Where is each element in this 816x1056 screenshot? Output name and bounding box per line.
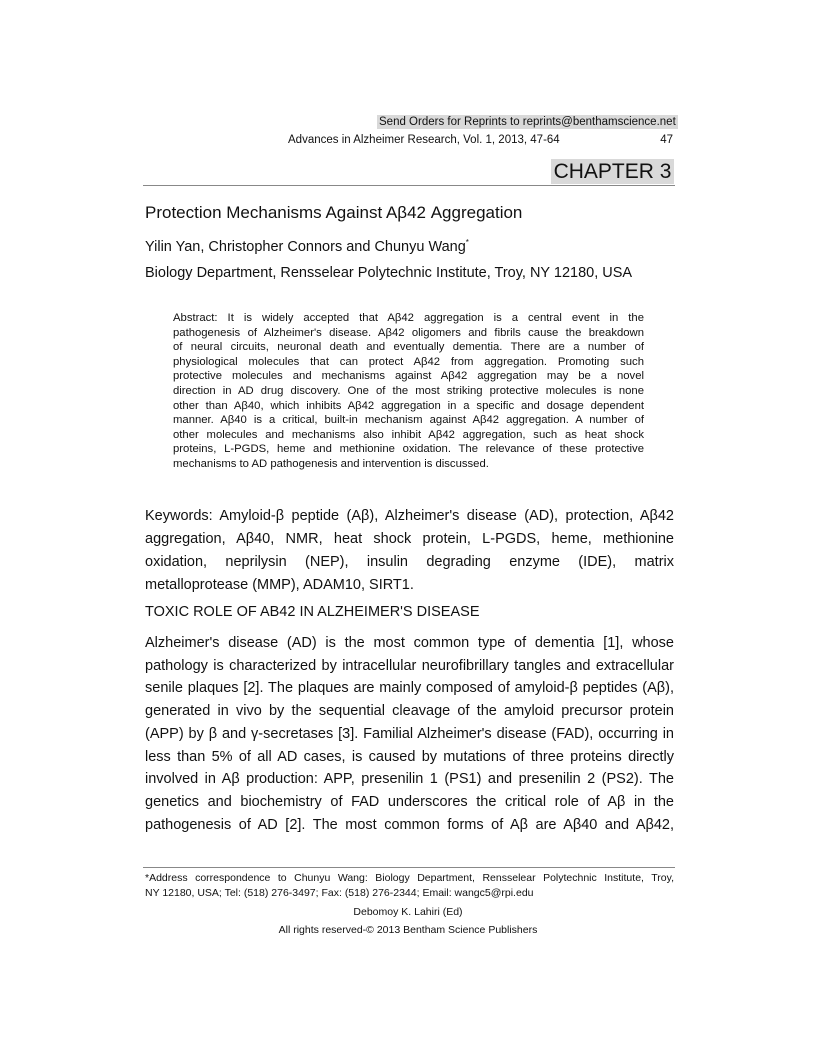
authors — [145, 233, 469, 257]
abstract-line: other molecules and mechanisms also inhibit Aβ42 aggregation, such as heat shock — [173, 428, 644, 441]
body-line: senile plaques [2]. The plaques are mainly composed of amyloid-β peptides (Aβ), — [145, 680, 674, 697]
abstract-line: proteins, L-PGDS, heme and methionine oxidation. The relevance of these protective — [173, 443, 644, 456]
body-line: genetics and biochemistry of FAD underscores the critical role of Aβ in the — [145, 793, 674, 810]
chapter-label: CHAPTER 3 — [551, 159, 674, 184]
body-text — [145, 632, 674, 836]
journal-citation: Advances in Alzheimer Research, Vol. 1, 2013, 47-64 — [288, 134, 560, 146]
section-heading: TOXIC ROLE OF AB42 IN ALZHEIMER'S DISEASE — [145, 604, 480, 620]
page-number: 47 — [660, 134, 673, 146]
abstract-line: physiological molecules that can protect Aβ42 from aggregation. Promoting such — [173, 355, 644, 368]
keywords-line: Keywords: Amyloid-β peptide (Aβ), Alzheimer's disease (AD), protection, Aβ42 — [145, 508, 674, 524]
affiliation: Biology Department, Rensselear Polytechnic Institute, Troy, NY 12180, USA — [145, 265, 633, 281]
abstract-line: pathogenesis of Alzheimer's disease. Aβ42 oligomers and fibrils cause the breakdown — [173, 326, 644, 339]
copyright: All rights reserved-© 2013 Bentham Science Publishers — [278, 924, 538, 936]
abstract-line: other than Aβ40, which inhibits Aβ42 aggregation in a specific and dosage dependent — [173, 399, 644, 412]
abstract-line: mechanisms to AD pathogenesis and intervention is discussed. — [173, 457, 489, 470]
abstract-line: of neural circuits, neuronal death and eventually dementia. There are a number of — [173, 341, 644, 354]
body-line: (APP) by β and γ-secretases [3]. Familial Alzheimer's disease (FAD), occurring in — [145, 725, 674, 742]
body-line: involved in Aβ production: APP, presenilin 1 (PS1) and presenilin 2 (PS2). The — [145, 771, 674, 788]
keywords-line: oxidation, neprilysin (NEP), insulin degrading enzyme (IDE), matrix — [145, 554, 674, 570]
body-line: pathogenesis of AD [2]. The most common forms of Aβ are Aβ40 and Aβ42, — [145, 816, 674, 833]
footnote-rule — [143, 867, 675, 868]
abstract-line: protective molecules and mechanisms against Aβ42 aggregation may be a novel — [173, 370, 644, 383]
article-title: Protection Mechanisms Against Aβ42 Aggregation — [145, 203, 523, 222]
footnote-line: *Address correspondence to Chunyu Wang: Biology Department, Rensselear Polytechnic Institute, Troy, — [145, 872, 674, 884]
abstract-line: Abstract: It is widely accepted that Aβ42 aggregation is a central event in the — [173, 312, 644, 324]
body-line: less than 5% of all AD cases, is caused by mutations of three proteins directly — [145, 748, 674, 765]
abstract-line: manner. Aβ40 is a critical, built-in mechanism against Aβ42 aggregation. A number of — [173, 414, 644, 427]
reprint-notice: Send Orders for Reprints to reprints@benthamscience.net — [379, 116, 676, 128]
footnote — [145, 871, 674, 901]
header-rule — [143, 185, 675, 186]
body-line: pathology is characterized by intracellular neurofibrillary tangles and extracellular — [145, 657, 674, 674]
author-names: Yilin Yan, Christopher Connors and Chunyu Wang — [145, 238, 466, 255]
abstract — [173, 311, 644, 472]
body-line: generated in vivo by the sequential cleavage of the amyloid precursor protein — [145, 703, 674, 720]
footnote-line: NY 12180, USA; Tel: (518) 276-3497; Fax: (518) 276-2344; Email: wangc5@rpi.edu — [145, 887, 534, 899]
keywords-line: aggregation, Aβ40, NMR, heat shock protein, L-PGDS, heme, methionine — [145, 531, 674, 547]
editor-credit: Debomoy K. Lahiri (Ed) — [353, 906, 463, 918]
keywords — [145, 505, 674, 597]
correspondence-mark: * — [465, 238, 469, 247]
body-line: Alzheimer's disease (AD) is the most common type of dementia [1], whose — [145, 635, 674, 651]
abstract-line: direction in AD drug discovery. One of the most striking protective molecules is none — [173, 384, 644, 397]
keywords-line: metalloprotease (MMP), ADAM10, SIRT1. — [145, 577, 414, 593]
